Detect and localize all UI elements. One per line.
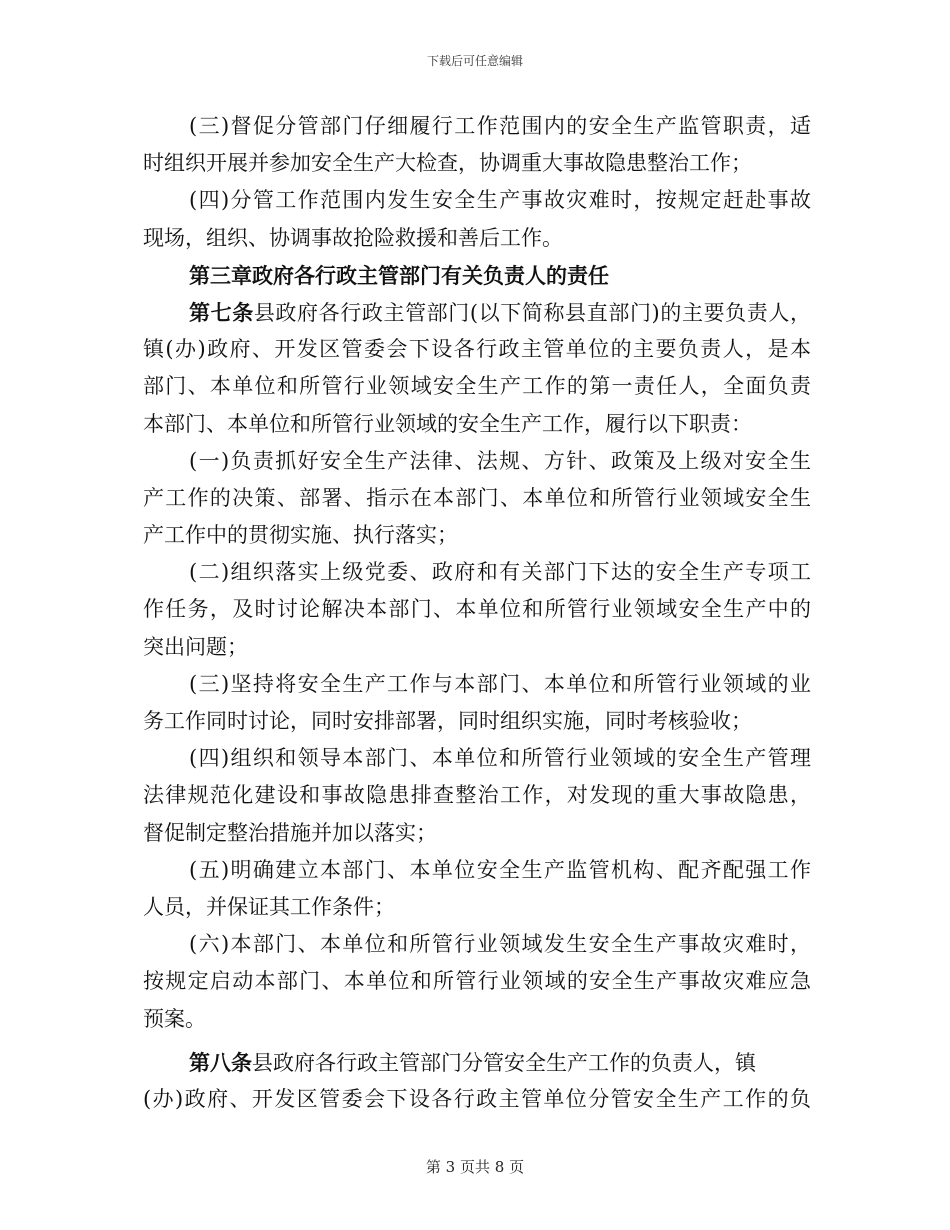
text-line: [143, 852, 811, 889]
text-line: [143, 591, 811, 628]
line-text: (四)组织和领导本部门、本单位和所管行业领域的安全生产管理: [189, 746, 811, 771]
line-text: 务工作同时讨论，同时安排部署，同时组织实施，同时考核验收；: [143, 709, 752, 733]
text-line: [143, 406, 811, 443]
line-text: 县政府各行政主管部门分管安全生产工作的负责人，镇: [252, 1050, 756, 1075]
line-text: (四)分管工作范围内发生安全生产事故灾难时，按规定赶赴事故: [189, 188, 811, 213]
text-line: [143, 1081, 811, 1118]
line-text: 预案。: [143, 1006, 206, 1031]
text-line: [143, 777, 811, 814]
text-line: [143, 1001, 811, 1038]
text-line: [143, 257, 811, 294]
line-text: 本部门、本单位和所管行业领域的安全生产工作，履行以下职责：: [143, 411, 752, 436]
article-number: 第八条: [189, 1049, 252, 1075]
line-text: 督促制定整治措施并加以落实；: [143, 820, 437, 845]
text-line: [143, 815, 811, 852]
article-number: 第七条: [189, 299, 254, 325]
line-text: (办)政府、开发区管委会下设各行政主管单位分管安全生产工作的负: [143, 1086, 811, 1111]
text-line: [143, 963, 811, 1000]
text-line: [143, 331, 811, 368]
text-line: [143, 294, 811, 331]
line-text: 按规定启动本部门、本单位和所管行业领域的安全生产事故灾难应急: [143, 969, 811, 994]
line-text: (三)坚持将安全生产工作与本部门、本单位和所管行业领域的业: [189, 671, 811, 696]
text-line: [143, 108, 811, 145]
text-line: [143, 480, 811, 517]
line-text: 镇(办)政府、开发区管委会下设各行政主管单位的主要负责人，是本: [143, 337, 811, 362]
document-body: [143, 108, 811, 1118]
line-text: (六)本部门、本单位和所管行业领域发生安全生产事故灾难时，: [189, 932, 811, 957]
text-line: [143, 666, 811, 703]
line-text: (三)督促分管部门仔细履行工作范围内的安全生产监管职责，适: [189, 114, 811, 138]
text-line: [143, 517, 811, 554]
line-text: (二)组织落实上级党委、政府和有关部门下达的安全生产专项工: [189, 560, 811, 585]
text-line: [143, 145, 811, 182]
line-text: 时组织开展并参加安全生产大检查，协调重大事故隐患整治工作；: [143, 151, 752, 176]
text-line: [143, 368, 811, 405]
text-line: [143, 889, 811, 926]
line-text: 产工作的决策、部署、指示在本部门、本单位和所管行业领域安全生: [143, 485, 811, 510]
text-line: [143, 443, 811, 480]
text-line: [143, 1044, 811, 1081]
text-line: [143, 703, 811, 740]
text-line: [143, 554, 811, 591]
line-text: 部门、本单位和所管行业领域安全生产工作的第一责任人，全面负责: [143, 374, 811, 399]
page-header: 下载后可任意编辑: [426, 54, 523, 68]
text-line: [143, 926, 811, 963]
line-text: (一)负责抓好安全生产法律、法规、方针、政策及上级对安全生: [189, 448, 811, 473]
line-text: 突出问题；: [143, 634, 248, 659]
text-line: [143, 220, 811, 257]
line-text: 县政府各行政主管部门(以下简称县直部门)的主要负责人，: [253, 300, 811, 325]
text-line: [143, 629, 811, 666]
line-text: 法律规范化建设和事故隐患排查整治工作，对发现的重大事故隐患，: [143, 783, 811, 808]
page-footer: 第 3 页共 8 页: [425, 1158, 525, 1176]
line-text: 现场，组织、协调事故抢险救援和善后工作。: [143, 225, 563, 250]
chapter-heading: 第三章政府各行政主管部门有关负责人的责任: [189, 262, 609, 288]
line-text: 作任务，及时讨论解决本部门、本单位和所管行业领域安全生产中的: [143, 597, 811, 622]
text-line: [143, 740, 811, 777]
line-text: 产工作中的贯彻实施、执行落实；: [143, 523, 458, 548]
text-line: [143, 182, 811, 219]
line-text: 人员，并保证其工作条件；: [143, 894, 395, 919]
line-text: (五)明确建立本部门、本单位安全生产监管机构、配齐配强工作: [189, 857, 811, 882]
